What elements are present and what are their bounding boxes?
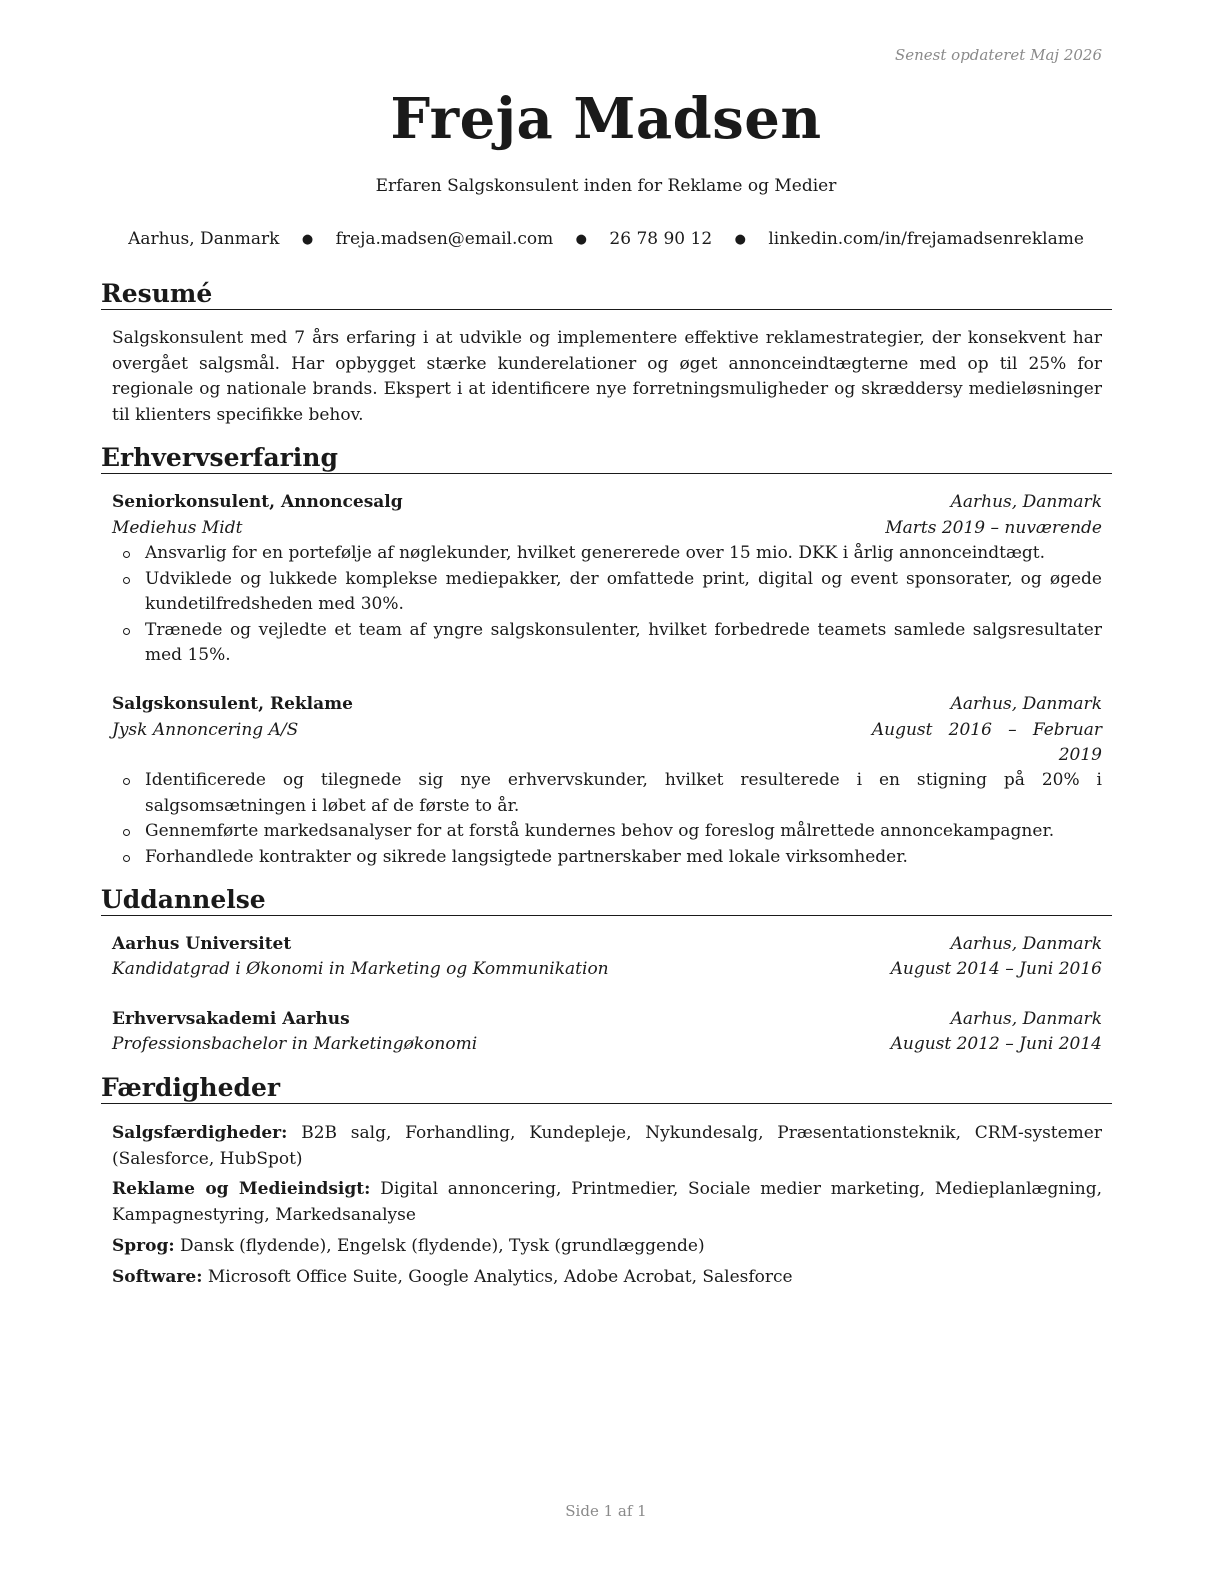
- list-item: Udviklede og lukkede komplekse mediepakker, der omfattede print, digital og event sponsorater, og øgede kundetilfredsheden med 30%.: [112, 567, 1102, 618]
- candidate-name: Freja Madsen: [390, 86, 822, 152]
- skill-line: [112, 1177, 1102, 1228]
- job-company: Mediehus Midt: [112, 518, 243, 538]
- education-dates: August 2012 – Juni 2014: [890, 1034, 1102, 1054]
- education-school: Aarhus Universitet: [112, 934, 292, 954]
- skill-line: [112, 1121, 1102, 1172]
- education-subheader: [112, 1032, 1102, 1058]
- skill-line: [112, 1265, 1102, 1291]
- job-location: Aarhus, Danmark: [950, 694, 1102, 714]
- job-bullets: [112, 541, 1102, 669]
- skill-value: Microsoft Office Suite, Google Analytics, Adobe Acrobat, Salesforce: [207, 1267, 793, 1287]
- list-item: Ansvarlig for en portefølje af nøglekunder, hvilket genererede over 15 mio. DKK i årlig annonceindtægt.: [112, 541, 1102, 567]
- job-role: Salgskonsulent, Reklame: [112, 694, 353, 714]
- education-location: Aarhus, Danmark: [950, 934, 1102, 954]
- job-dates: Marts 2019 – nuværende: [885, 518, 1102, 538]
- job-dates: August 2016 – Februar: [871, 720, 1102, 740]
- education-header: [112, 932, 1102, 958]
- contact-email[interactable]: freja.madsen@email.com: [335, 229, 554, 249]
- section-title-skills: Færdigheder: [101, 1073, 1112, 1104]
- skill-label: Reklame og Medieindsigt:: [112, 1179, 371, 1199]
- skill-value: Digital annoncering, Printmedier, Sociale medier marketing, Medieplanlægning, Kampagnestyring, Markedsanalyse: [112, 1179, 1103, 1225]
- job-dates-year: 2019: [1058, 745, 1102, 765]
- section-title-education: Uddannelse: [101, 885, 1112, 916]
- skill-label: Salgsfærdigheder:: [112, 1123, 288, 1143]
- job-role: Seniorkonsulent, Annoncesalg: [112, 492, 403, 512]
- job-header: [112, 692, 1102, 718]
- list-item: Forhandlede kontrakter og sikrede langsigtede partnerskaber med lokale virksomheder.: [112, 845, 1102, 871]
- bullet-separator: ●: [575, 232, 588, 247]
- list-item: Trænede og vejledte et team af yngre salgskonsulenter, hvilket forbedrede teamets samlede salgsresultater med 15%.: [112, 618, 1102, 669]
- contact-linkedin[interactable]: linkedin.com/in/frejamadsenreklame: [768, 229, 1084, 249]
- education-header: [112, 1007, 1102, 1033]
- summary-text: Salgskonsulent med 7 års erfaring i at udvikle og implementere effektive reklamestrategier, der konsekvent har overgået salgsmål. Har opbygget stærke kunderelationer og øget annonceindtægterne med op til 25% for regionale og nationale brands. Ekspert i at identificere nye forretningsmuligheder og skræddersy medieløsninger til klienters specifikke behov.: [112, 328, 1102, 425]
- last-updated: Senest opdateret Maj 2026: [894, 46, 1102, 64]
- education-school: Erhvervsakademi Aarhus: [112, 1009, 350, 1029]
- skill-label: Sprog:: [112, 1236, 175, 1256]
- job-company: Jysk Annoncering A/S: [112, 720, 299, 740]
- skill-value: B2B salg, Forhandling, Kundepleje, Nykundesalg, Præsentationsteknik, CRM-systemer (Salesforce, HubSpot): [112, 1123, 1102, 1169]
- education-dates: August 2014 – Juni 2016: [890, 959, 1102, 979]
- contact-phone: 26 78 90 12: [609, 229, 713, 249]
- job-header: [112, 490, 1102, 516]
- education-location: Aarhus, Danmark: [950, 1009, 1102, 1029]
- bullet-separator: ●: [301, 232, 314, 247]
- contact-location: Aarhus, Danmark: [128, 229, 280, 249]
- job-dates-continued: [112, 743, 1102, 769]
- section-title-experience: Erhvervserfaring: [101, 443, 1112, 474]
- skill-line: [112, 1234, 1102, 1260]
- job-location: Aarhus, Danmark: [950, 492, 1102, 512]
- job-subheader: [112, 516, 1102, 542]
- education-degree: Professionsbachelor in Marketingøkonomi: [112, 1034, 478, 1054]
- contact-line: [0, 229, 1212, 249]
- skill-label: Software:: [112, 1267, 203, 1287]
- candidate-subtitle: Erfaren Salgskonsulent inden for Reklame og Medier: [375, 176, 837, 196]
- page-number: Side 1 af 1: [565, 1502, 647, 1520]
- list-item: Identificerede og tilegnede sig nye erhvervskunder, hvilket resulterede i en stigning på 20% i salgsomsætningen i løbet af de første to år.: [112, 768, 1102, 819]
- bullet-separator: ●: [734, 232, 746, 247]
- job-subheader: [112, 718, 1102, 744]
- education-subheader: [112, 957, 1102, 983]
- education-degree: Kandidatgrad i Økonomi in Marketing og Kommunikation: [112, 959, 609, 979]
- skill-value: Dansk (flydende), Engelsk (flydende), Tysk (grundlæggende): [180, 1236, 705, 1256]
- list-item: Gennemførte markedsanalyser for at forstå kundernes behov og foreslog målrettede annoncekampagner.: [112, 819, 1102, 845]
- job-bullets: [112, 768, 1102, 870]
- section-title-summary: Resumé: [101, 279, 1112, 310]
